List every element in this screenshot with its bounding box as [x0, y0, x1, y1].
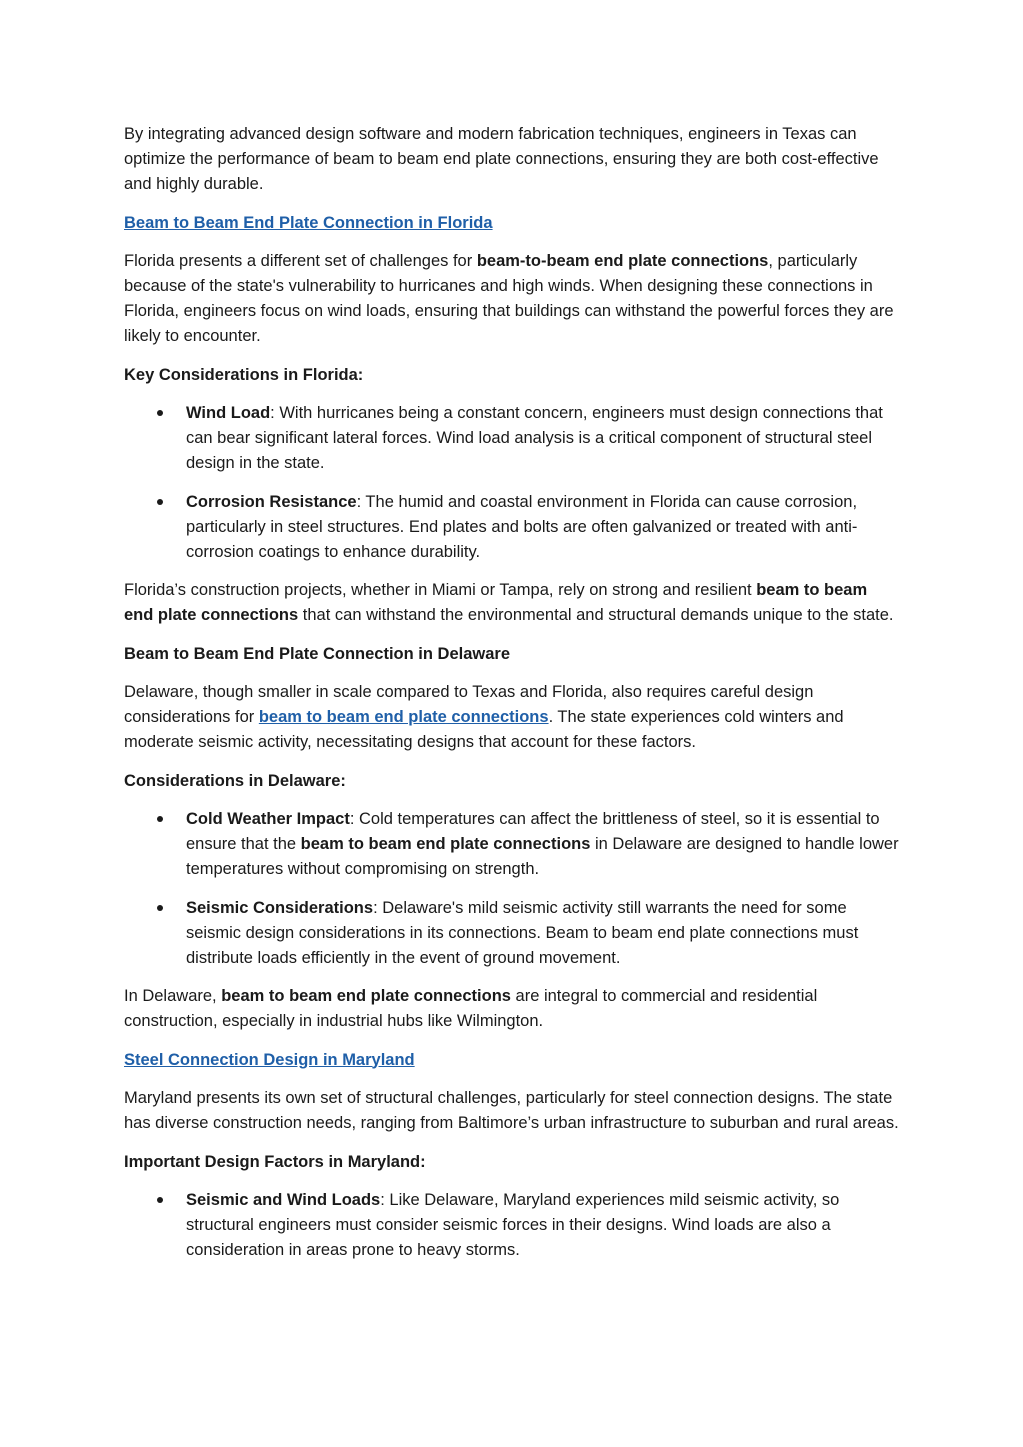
florida-bullet-list: [124, 401, 899, 565]
bullet-text-b: in Delaware are designed to handle lower temperatures without compromising on strength.: [186, 835, 899, 878]
delaware-bullet-list: [124, 807, 899, 971]
florida-intro-paragraph: [124, 249, 899, 349]
florida-outro-text-b: that can withstand the environmental and structural demands unique to the state.: [298, 606, 894, 624]
maryland-bullet-list: [124, 1188, 899, 1263]
delaware-outro-text-a: In Delaware,: [124, 987, 222, 1005]
delaware-intro-link[interactable]: beam to beam end plate connections: [258, 708, 549, 726]
list-item: [186, 401, 899, 476]
florida-subheading: Key Considerations in Florida:: [124, 365, 364, 384]
maryland-subheading: Important Design Factors in Maryland:: [124, 1152, 426, 1171]
florida-outro-bold: beam to beam end plate connections: [124, 581, 868, 624]
bullet-text-a: : Cold temperatures can affect the brittleness of steel, so it is essential to ensure that the: [186, 810, 880, 853]
florida-outro-text-a: Florida’s construction projects, whether in Miami or Tampa, rely on strong and resilient: [124, 581, 757, 599]
bullet-term: Corrosion Resistance: [186, 492, 357, 511]
delaware-outro-text-b: are integral to commercial and residential construction, especially in industrial hubs like Wilmington.: [124, 987, 818, 1030]
bullet-text: : The humid and coastal environment in Florida can cause corrosion, particularly in steel structures. End plates and bolts are often galvanized or treated with anti-corrosion coatings to enhance durability.: [186, 492, 858, 561]
bullet-bold: beam to beam end plate connections: [300, 835, 591, 853]
bullet-term: Cold Weather Impact: [186, 810, 350, 828]
florida-intro-bold: beam-to-beam end plate connections: [476, 252, 769, 270]
maryland-intro-paragraph: Maryland presents its own set of structural challenges, particularly for steel connection designs. The state has diverse construction needs, ranging from Baltimore’s urban infrastructure to suburban and rural areas.: [124, 1089, 899, 1132]
delaware-intro-text-b: . The state experiences cold winters and moderate seismic activity, necessitating designs that account for these factors.: [124, 708, 844, 751]
delaware-outro-bold: beam to beam end plate connections: [221, 987, 511, 1005]
delaware-intro-paragraph: [124, 680, 899, 755]
list-item: [186, 896, 899, 971]
florida-heading-link[interactable]: Beam to Beam End Plate Connection in Florida: [124, 213, 493, 232]
maryland-heading: [124, 1048, 899, 1073]
delaware-outro-paragraph: [124, 984, 899, 1034]
maryland-heading-link[interactable]: Steel Connection Design in Maryland: [124, 1050, 415, 1069]
florida-intro-text-a: Florida presents a different set of challenges for: [124, 252, 477, 270]
list-item: [186, 490, 899, 565]
bullet-text: : Like Delaware, Maryland experiences mild seismic activity, so structural engineers must consider seismic forces in their designs. Wind loads are also a consideration in areas prone to heavy storms.: [186, 1191, 840, 1259]
list-item: [186, 1188, 899, 1263]
delaware-intro-text-a: Delaware, though smaller in scale compared to Texas and Florida, also requires careful design considerations for: [124, 683, 814, 726]
florida-heading: [124, 211, 899, 236]
list-item: [186, 807, 899, 882]
bullet-term: Wind Load: [186, 404, 271, 422]
document-page: [124, 122, 899, 1277]
bullet-term: Seismic Considerations: [186, 898, 374, 917]
bullet-text: : With hurricanes being a constant concern, engineers must design connections that can bear significant lateral forces. Wind load analysis is a critical component of structural steel design in the state.: [186, 404, 883, 472]
bullet-text: : Delaware's mild seismic activity still warrants the need for some seismic design considerations in its connections. Beam to beam end plate connections must distribute loads efficiently in the event of ground movement.: [186, 898, 859, 967]
delaware-heading: Beam to Beam End Plate Connection in Delaware: [124, 644, 511, 663]
florida-outro-paragraph: [124, 578, 899, 628]
delaware-subheading: Considerations in Delaware:: [124, 771, 346, 790]
bullet-term: Seismic and Wind Loads: [186, 1191, 381, 1209]
florida-intro-text-b: , particularly because of the state's vulnerability to hurricanes and high winds. When designing these connections in Florida, engineers focus on wind loads, ensuring that buildings can withstand the powerful forces they are likely to encounter.: [124, 252, 894, 345]
texas-outro-paragraph: By integrating advanced design software and modern fabrication techniques, engineers in Texas can optimize the performance of beam to beam end plate connections, ensuring they are both cost-effective and highly durable.: [124, 125, 879, 193]
